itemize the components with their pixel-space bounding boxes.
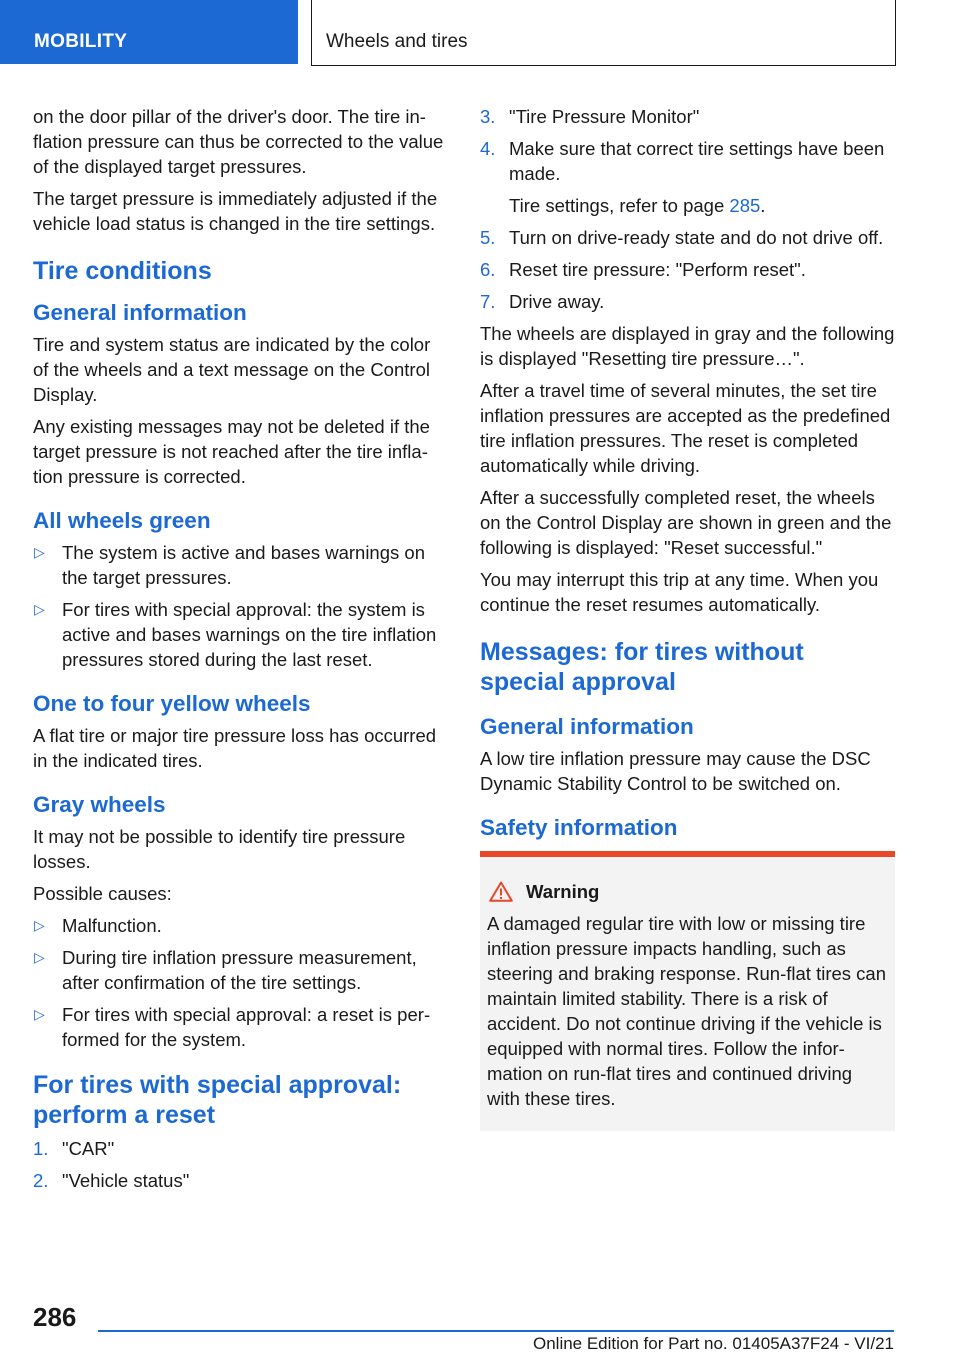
right-column xyxy=(480,104,895,1131)
footer-edition: Online Edition for Part no. 01405A37F24 - VI/21 xyxy=(532,1334,894,1353)
heading-safety-information: Safety information xyxy=(480,815,678,840)
messages-general-paragraph: A low tire inflation pressure may cause the DSC Dynamic Stability Control to be switched on. xyxy=(480,748,871,794)
gray-paragraph-2: Possible causes: xyxy=(33,883,172,904)
header-section-tab xyxy=(0,0,298,64)
list-item: 7. Drive away. xyxy=(480,291,605,312)
list-item: 2. "Vehicle status" xyxy=(33,1170,190,1191)
triangle-bullet-icon: ▷ xyxy=(34,1006,45,1022)
heading-gray-wheels: Gray wheels xyxy=(33,792,166,817)
header-chapter-box xyxy=(311,0,896,66)
list-item: ▷ Malfunction. xyxy=(34,915,162,936)
intro-paragraph-2: The target pressure is immediately adjusted if the vehicle load status is changed in the tire settings. xyxy=(33,188,438,234)
heading-special-approval-reset: For tires with special approval: perform a reset xyxy=(33,1071,402,1129)
list-item: ▷ The system is active and bases warnings on the target pressures. xyxy=(34,542,425,588)
page-number: 286 xyxy=(33,1302,77,1332)
heading-all-wheels-green: All wheels green xyxy=(33,508,211,533)
warning-title: Warning xyxy=(526,881,600,902)
list-item: ▷ During tire inflation pressure measurement, after confirmation of the tire settings. xyxy=(34,947,417,993)
triangle-bullet-icon: ▷ xyxy=(34,917,45,933)
heading-yellow-wheels: One to four yellow wheels xyxy=(33,691,311,716)
list-item: 4. Make sure that correct tire settings have been made. Tire settings, refer to page 285. xyxy=(480,136,895,218)
list-item: 6. Reset tire pressure: "Perform reset". xyxy=(480,259,806,280)
triangle-bullet-icon: ▷ xyxy=(34,544,45,560)
yellow-paragraph: A flat tire or major tire pressure loss has occurred in the indicated tires. xyxy=(33,725,437,771)
footer-divider xyxy=(98,1330,894,1332)
warning-triangle-icon xyxy=(489,881,513,902)
list-item: ▷ For tires with special approval: a reset is performed for the system. xyxy=(34,1004,431,1050)
intro-paragraph-1: on the door pillar of the driver's door. The tire inflation pressure can thus be corrected to the value of the displayed target pressures. xyxy=(33,106,444,177)
gray-paragraph-1: It may not be possible to identify tire pressure losses. xyxy=(33,826,406,872)
list-item: ▷ For tires with special approval: the system is active and bases warnings on the tire inflation pressures stored during the last reset. xyxy=(34,599,437,670)
header-chapter-title: Wheels and tires xyxy=(326,31,468,52)
step-4-subnote: Tire settings, refer to page 285. xyxy=(509,195,766,216)
heading-messages-without-approval: Messages: for tires without special approval xyxy=(480,638,804,696)
warning-box xyxy=(480,851,895,1131)
heading-tire-conditions: Tire conditions xyxy=(33,257,212,285)
triangle-bullet-icon: ▷ xyxy=(34,601,45,617)
list-item: 3. "Tire Pressure Monitor" xyxy=(480,106,700,127)
list-item: 1. "CAR" xyxy=(33,1138,115,1159)
heading-general-information: General information xyxy=(33,300,247,325)
header-section-title: MOBILITY xyxy=(34,31,128,52)
reset-steps-list-continued xyxy=(480,104,895,314)
gray-bullet-list xyxy=(33,913,448,1052)
green-bullet-list xyxy=(33,540,448,672)
general-paragraph-1: Tire and system status are indicated by the color of the wheels and a text message on the Control Display. xyxy=(33,334,431,405)
reset-paragraph-3: After a successfully completed reset, the wheels on the Control Display are shown in green and the following is displayed: "Reset successful." xyxy=(480,487,892,558)
reset-steps-list-start xyxy=(33,1136,448,1193)
triangle-bullet-icon: ▷ xyxy=(34,949,45,965)
general-paragraph-2: Any existing messages may not be deleted if the target pressure is not reached after the tire inflation pressure is corrected. xyxy=(33,416,430,487)
left-column xyxy=(33,104,448,1200)
reset-paragraph-2: After a travel time of several minutes, the set tire inflation pressures are accepted as the predefined tire inflation pressures. The reset is completed automatically while driving. xyxy=(480,380,891,476)
heading-general-information-2: General information xyxy=(480,714,694,739)
reset-paragraph-4: You may interrupt this trip at any time. When you continue the reset resumes automatically. xyxy=(480,569,879,615)
list-item: 5. Turn on drive-ready state and do not drive off. xyxy=(480,227,884,248)
page-reference-link[interactable]: 285 xyxy=(729,195,761,216)
warning-text: A damaged regular tire with low or missing tire inflation pressure impacts handling, such as steering and braking response. Run-flat tires can maintain limited stability. There is a risk of accident. Do not continue driving if the vehicle is equipped with normal tires. Follow the information on run-flat tires and continued driving with these tires. xyxy=(487,913,886,1109)
reset-paragraph-1: The wheels are displayed in gray and the following is displayed "Resetting tire pressure…". xyxy=(480,323,895,369)
warning-header xyxy=(487,879,888,904)
